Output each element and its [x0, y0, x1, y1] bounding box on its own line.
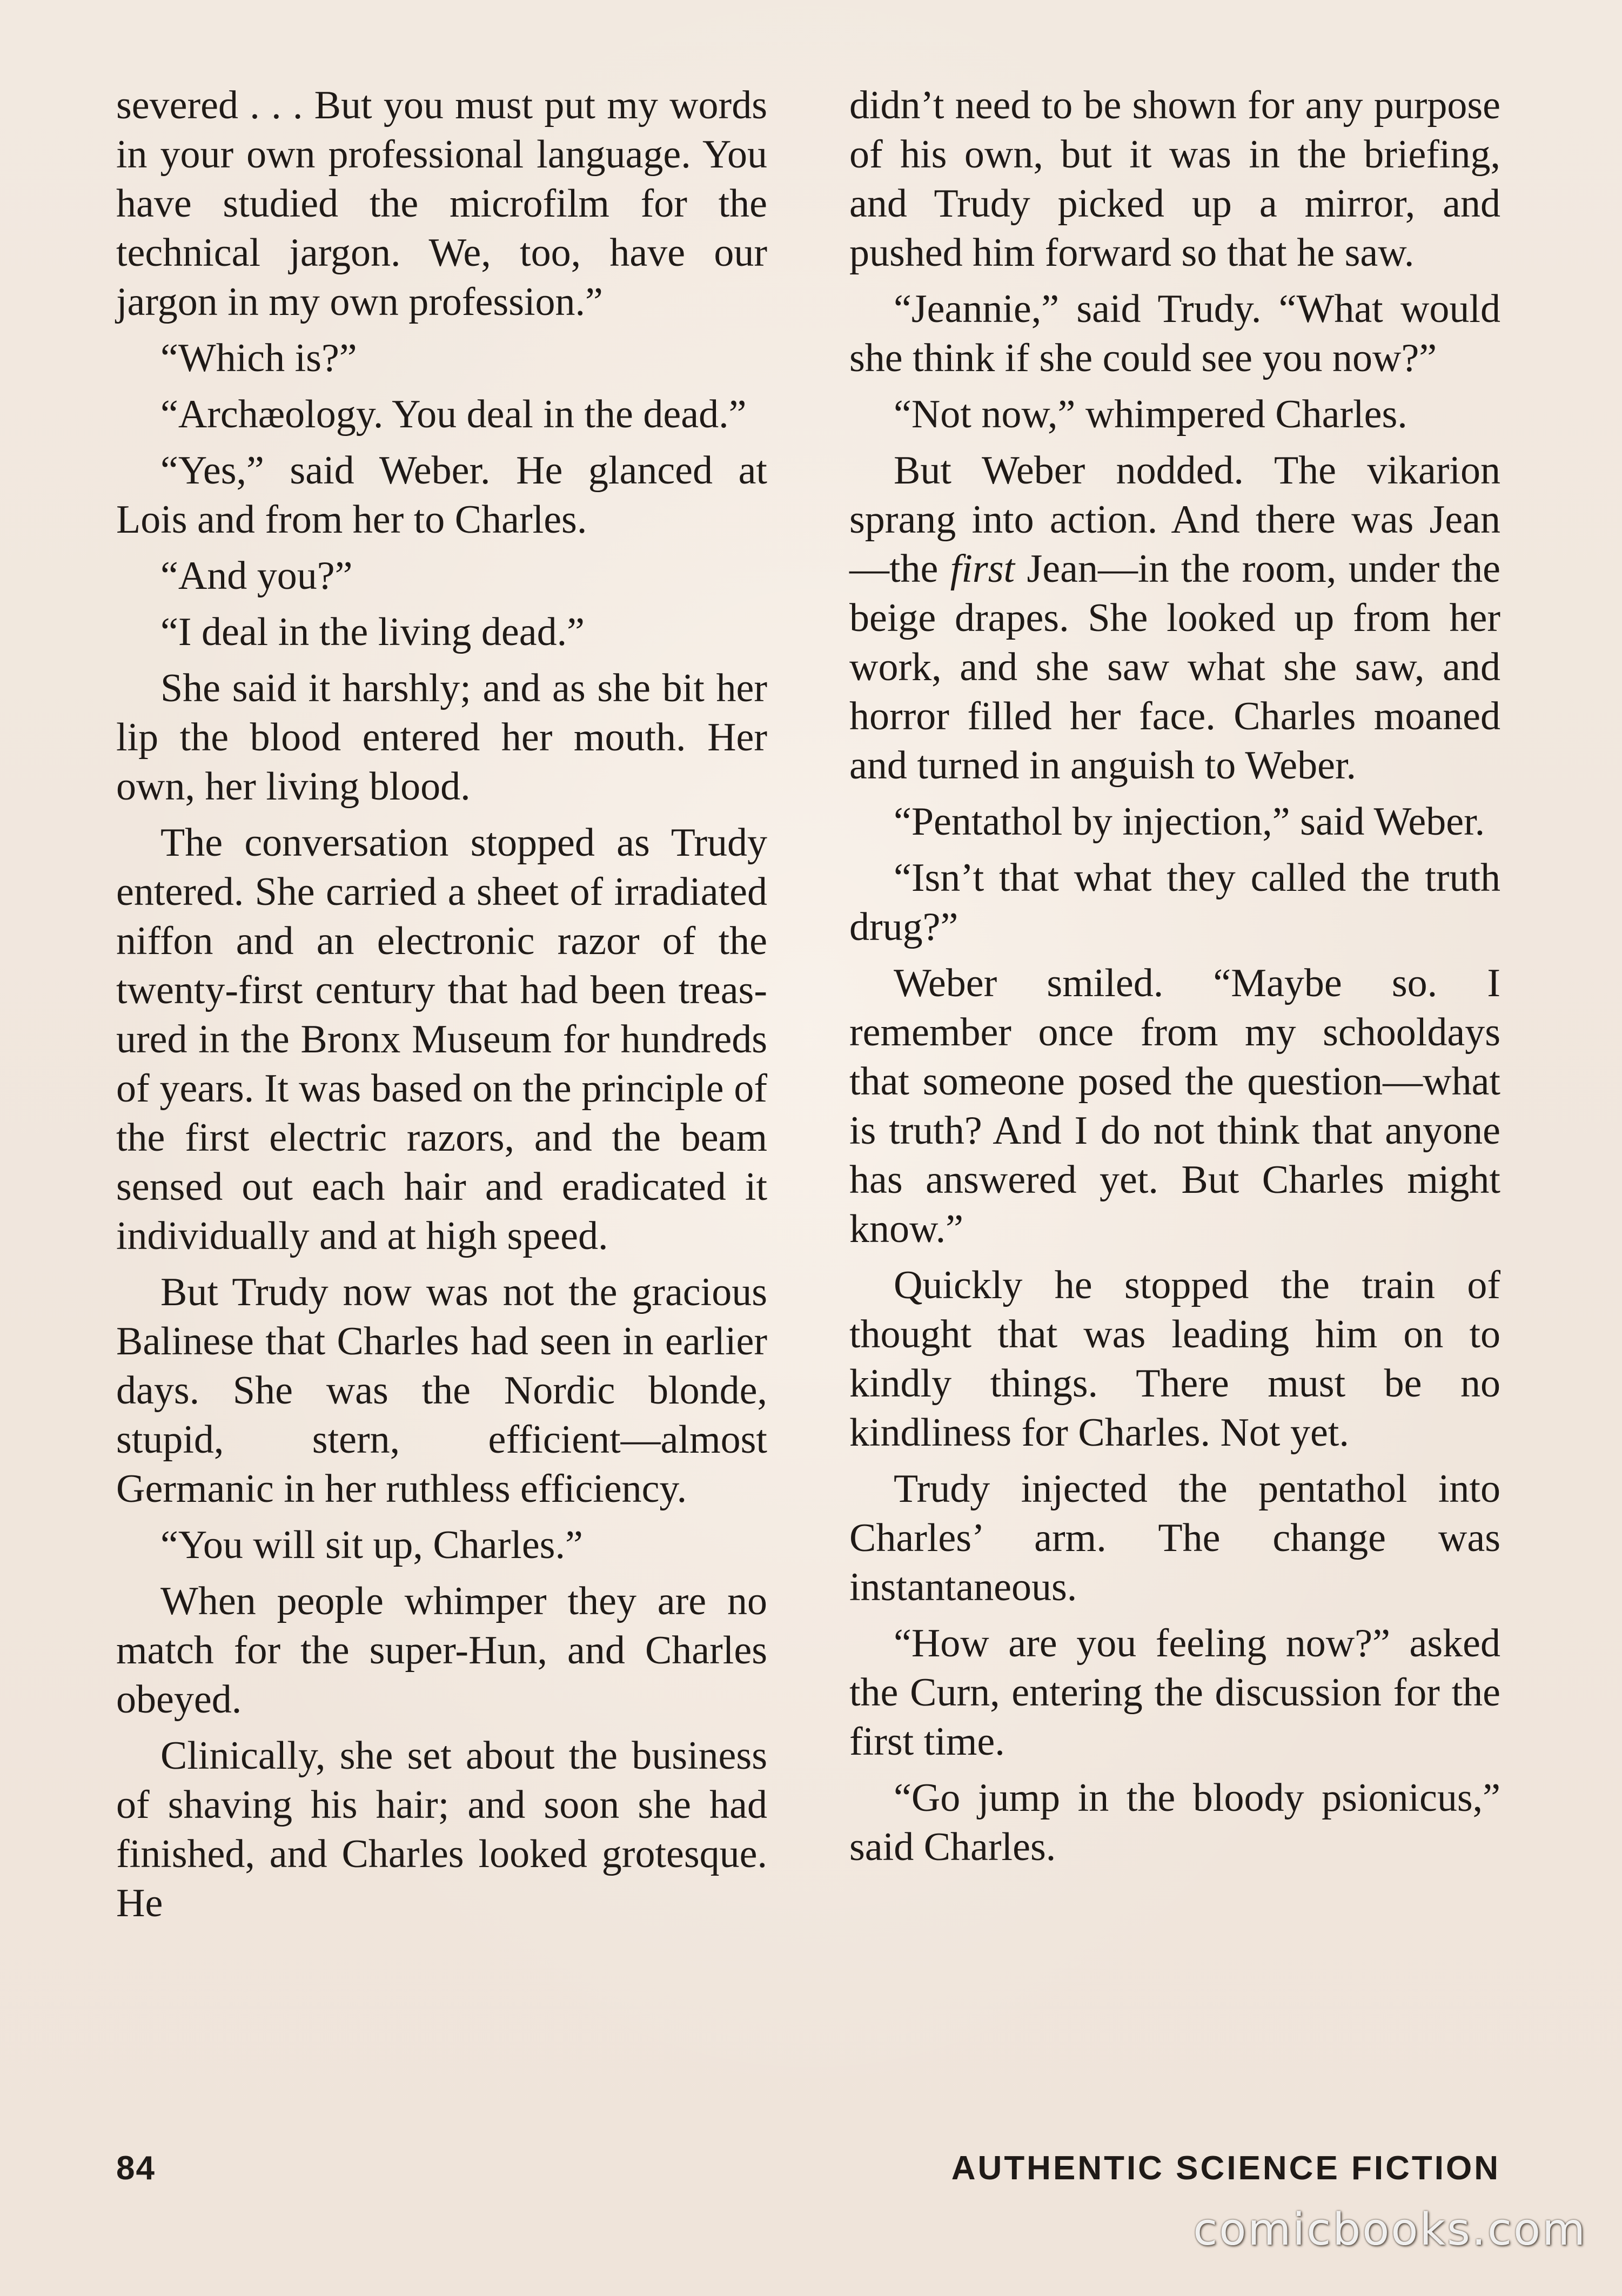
- paragraph: “Archæology. You deal in the dead.”: [160, 392, 747, 437]
- paragraph: “Isn’t that what they called the truth drug?”: [849, 856, 1500, 949]
- paragraph: “Which is?”: [160, 336, 357, 380]
- emphasized-word: first: [950, 547, 1015, 591]
- paragraph: “Jeannie,” said Trudy. “What would she think if she could see you now?”: [849, 287, 1500, 380]
- paragraph: But Trudy now was not the gracious Balinese that Charles had seen in earlier days. She was the Nordic blonde, stupid, stern, efficient—almost Germanic in her ruthless efficiency.: [116, 1270, 767, 1511]
- paragraph: “Pentathol by injection,” said Weber.: [894, 800, 1485, 844]
- paragraph: She said it harshly; and as she bit her lip the blood entered her mouth. Her own, her living blood.: [116, 666, 767, 809]
- paragraph: Quickly he stopped the train of thought that was leading him on to kindly things. There must be no kindliness for Charles. Not yet.: [849, 1263, 1500, 1455]
- left-text-column: [116, 81, 767, 1935]
- paragraph: “I deal in the living dead.”: [160, 610, 585, 654]
- paragraph: [849, 446, 1500, 790]
- paragraph: “Go jump in the bloody psionicus,” said Charles.: [849, 1776, 1500, 1869]
- paragraph: When people whimper they are no match for the super-Hun, and Charles obeyed.: [116, 1579, 767, 1722]
- paragraph: “How are you feeling now?” asked the Curn, entering the discussion for the first time.: [849, 1621, 1500, 1764]
- site-watermark: comicbooks.com: [1193, 2204, 1587, 2255]
- paragraph: Clinically, she set about the business of shaving his hair; and soon she had finished, and Charles looked grotesque. He: [116, 1734, 767, 1925]
- paragraph: “Not now,” whimpered Charles.: [894, 392, 1407, 437]
- paragraph: “You will sit up, Charles.”: [160, 1523, 583, 1567]
- running-title: AUTHENTIC SCIENCE FICTION: [951, 2150, 1500, 2187]
- paragraph: “And you?”: [160, 554, 353, 598]
- paragraph-text: Jean—in the room, under the beige drapes. She looked up from her work, and she saw what she saw, and horror filled her face. Charles moaned and turned in anguish to Weber.: [849, 547, 1501, 788]
- right-text-column: [849, 81, 1500, 1879]
- paragraph: didn’t need to be shown for any purpose of his own, but it was in the briefing, and Trudy picked up a mirror, and pushed him forward so that he saw.: [849, 83, 1500, 275]
- page-number: 84: [116, 2150, 156, 2187]
- paragraph-text: But Weber nodded. The vikarion sprang into action. And there was Jean—the: [849, 448, 1500, 591]
- paragraph: severed . . . But you must put my words in your own professional language. You have studied the microfilm for the technical jargon. We, too, have our jargon in my own profession.”: [116, 83, 767, 324]
- paragraph: The conversation stopped as Trudy entered. She carried a sheet of irradiated niffon and an electronic razor of the twenty-first century that had been treasured in the Bronx Museum for hundreds of years. It was based on the principle of the first electric razors, and the beam sensed out each hair and eradicated it individually and at high speed.: [116, 821, 767, 1258]
- paragraph: Weber smiled. “Maybe so. I remember once from my schooldays that someone posed the question—what is truth? And I do not think that anyone has answered yet. But Charles might know.”: [849, 961, 1500, 1251]
- paragraph: “Yes,” said Weber. He glanced at Lois and from her to Charles.: [116, 448, 767, 542]
- paragraph: Trudy injected the pentathol into Charles’ arm. The change was instantaneous.: [849, 1467, 1500, 1609]
